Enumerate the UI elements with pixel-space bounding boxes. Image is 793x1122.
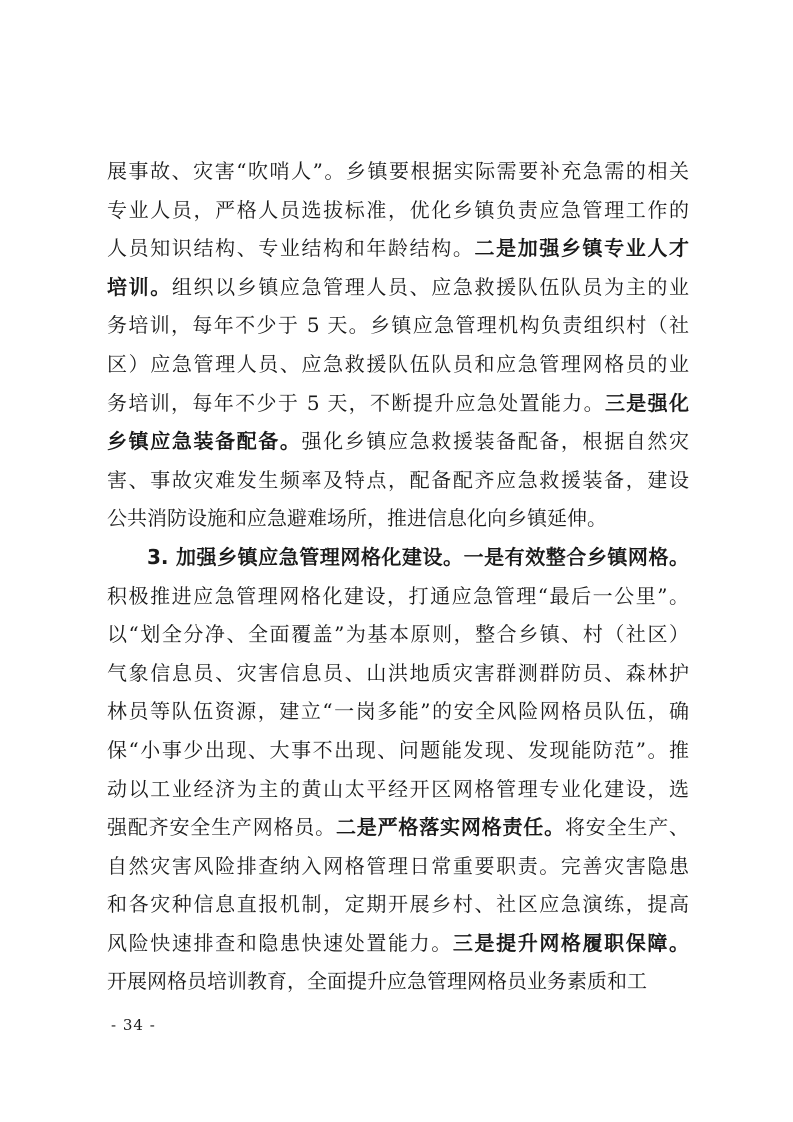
text-line bbox=[107, 384, 689, 423]
text-segment: 保“小事少出现、大事不出现、问题能发现、发现能防范”。推 bbox=[107, 737, 689, 762]
text-segment: 害、事故灾难发生频率及特点，配备配齐应急救援装备，建设 bbox=[107, 467, 689, 492]
text-segment: 务培训，每年不少于 5 天。乡镇应急管理机构负责组织村（社 bbox=[107, 313, 689, 338]
text-segment: 自然灾害风险排查纳入网格管理日常重要职责。完善灾害隐患 bbox=[107, 853, 689, 878]
text-segment: 专业人员，严格人员选拔标准，优化乡镇负责应急管理工作的 bbox=[107, 197, 689, 222]
text-segment: 开展网格员培训教育，全面提升应急管理网格员业务素质和工 bbox=[107, 969, 647, 994]
bold-text-segment: 二是严格落实网格责任。 bbox=[335, 815, 565, 840]
text-line bbox=[107, 268, 689, 307]
text-segment: 林员等队伍资源，建立“一岗多能”的安全风险网格员队伍，确 bbox=[107, 699, 689, 724]
text-segment: 以“划全分净、全面覆盖”为基本原则，整合乡镇、村（社区） bbox=[107, 622, 689, 647]
text-line bbox=[107, 499, 689, 538]
bold-text-segment: 培训。 bbox=[107, 274, 172, 299]
text-line bbox=[107, 770, 689, 809]
text-line bbox=[107, 808, 689, 847]
text-line bbox=[107, 229, 689, 268]
body-text bbox=[107, 152, 689, 1001]
text-segment: 组织以乡镇应急管理人员、应急救援队伍队员为主的业 bbox=[171, 274, 690, 299]
text-line bbox=[107, 306, 689, 345]
text-segment: 动以工业经济为主的黄山太平经开区网格管理专业化建设，选 bbox=[107, 776, 689, 801]
bold-text-segment: 3. 加强乡镇应急管理网格化建设。一是有效整合乡镇网格。 bbox=[147, 544, 689, 569]
text-line bbox=[107, 692, 689, 731]
text-line bbox=[107, 924, 689, 963]
text-line bbox=[107, 538, 689, 577]
text-segment: 公共消防设施和应急避难场所，推进信息化向乡镇延伸。 bbox=[107, 506, 607, 531]
text-segment: 气象信息员、灾害信息员、山洪地质灾害群测群防员、森林护 bbox=[107, 660, 689, 685]
text-segment: 展事故、灾害“吹哨人”。乡镇要根据实际需要补充急需的相关 bbox=[107, 159, 689, 183]
text-line bbox=[107, 191, 689, 230]
text-segment: 将安全生产、 bbox=[564, 815, 690, 840]
text-line bbox=[107, 422, 689, 461]
text-segment: 强配齐安全生产网格员。 bbox=[107, 815, 336, 840]
text-line bbox=[107, 615, 689, 654]
bold-text-segment: 二是加强乡镇专业人才 bbox=[474, 236, 690, 261]
text-line bbox=[107, 461, 689, 500]
text-segment: 强化乡镇应急救援装备配备，根据自然灾 bbox=[301, 429, 690, 454]
page-number: - 34 - bbox=[111, 1016, 156, 1034]
bold-text-segment: 三是提升网格履职保障。 bbox=[452, 930, 690, 955]
text-line bbox=[107, 847, 689, 886]
text-line bbox=[107, 731, 689, 770]
text-line bbox=[107, 962, 689, 1001]
text-segment: 人员知识结构、专业结构和年龄结构。 bbox=[107, 236, 475, 261]
bold-text-segment: 三是强化 bbox=[604, 390, 689, 415]
text-segment: 积极推进应急管理网格化建设，打通应急管理“最后一公里”。 bbox=[107, 583, 689, 608]
text-line bbox=[107, 885, 689, 924]
text-line bbox=[107, 577, 689, 616]
text-segment: 务培训，每年不少于 5 天，不断提升应急处置能力。 bbox=[107, 390, 605, 415]
text-line bbox=[107, 345, 689, 384]
bold-text-segment: 乡镇应急装备配备。 bbox=[107, 429, 302, 454]
text-line bbox=[107, 654, 689, 693]
text-segment: 和各灾种信息直报机制，定期开展乡村、社区应急演练，提高 bbox=[107, 892, 689, 917]
text-segment: 风险快速排查和隐患快速处置能力。 bbox=[107, 930, 453, 955]
text-segment: 区）应急管理人员、应急救援队伍队员和应急管理网格员的业 bbox=[107, 351, 689, 376]
text-line bbox=[107, 152, 689, 191]
